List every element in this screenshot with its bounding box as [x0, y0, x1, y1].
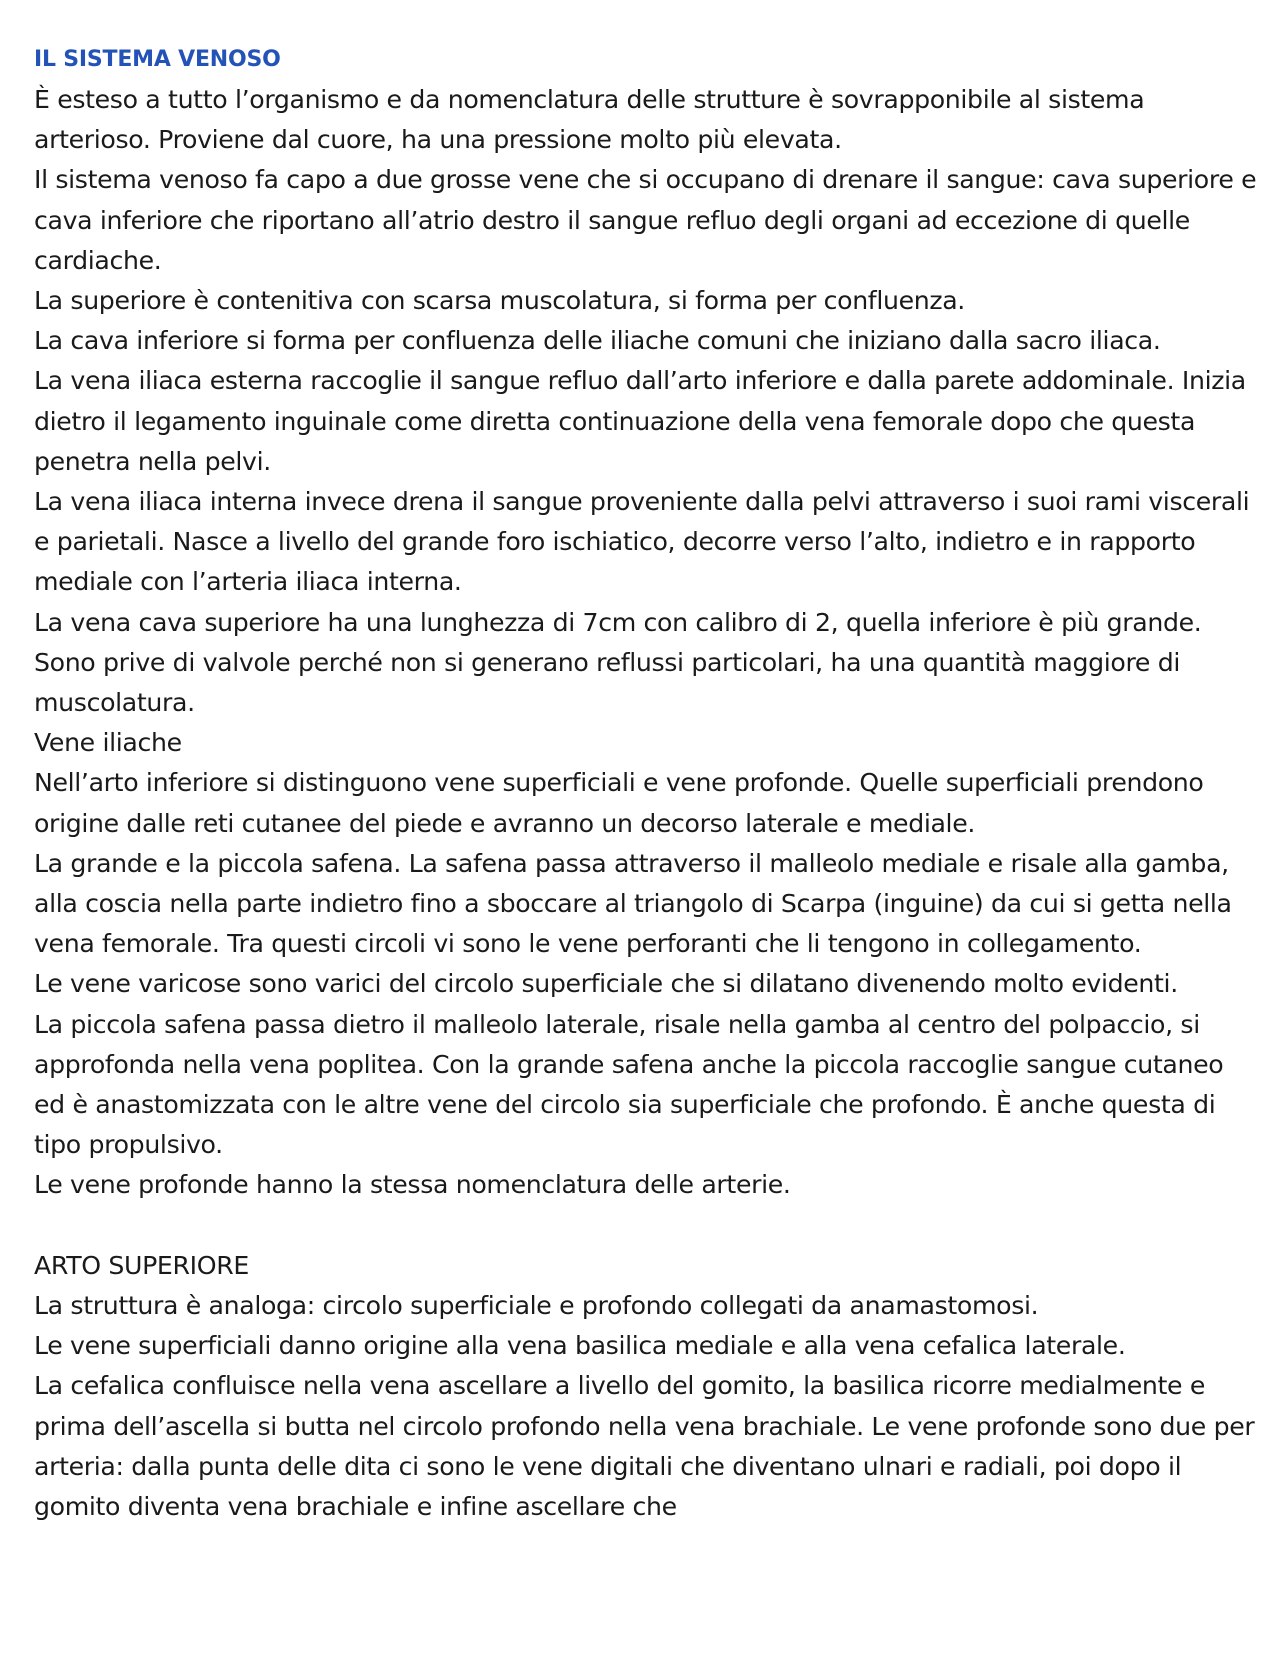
paragraph-internal-iliac: La vena iliaca interna invece drena il sangue proveniente dalla pelvi attraverso i suoi rami viscerali e parietali. Nasce a livello del grande foro ischiatico, decorre verso l’alto, indietro e in rapporto mediale con l’arteria iliaca interna. [34, 487, 1250, 597]
paragraph-varicose: Le vene varicose sono varici del circolo superficiale che si dilatano divenendo molto evidenti. [34, 969, 1178, 999]
page-title: IL SISTEMA VENOSO [34, 47, 281, 72]
paragraph-intro: È esteso a tutto l’organismo e da nomenclatura delle strutture è sovrapponibile al sistema arterioso. Proviene dal cuore, ha una pressione molto più elevata. [34, 85, 1145, 155]
paragraph-small-saphenous: La piccola safena passa dietro il malleolo laterale, risale nella gamba al centro del polpaccio, si approfonda nella vena poplitea. Con la grande safena anche la piccola raccoglie sangue cutaneo ed è anastomizzata con le altre vene del circolo sia superficiale che profondo. È anche questa di tipo propulsivo. [34, 1009, 1224, 1160]
document-page [34, 40, 1260, 1527]
paragraph-deep-veins: Le vene profonde hanno la stessa nomenclatura delle arterie. [34, 1170, 791, 1200]
paragraph-external-iliac: La vena iliaca esterna raccoglie il sangue refluo dall’arto inferiore e dalla parete addominale. Inizia dietro il legamento inguinale come diretta continuazione della vena femorale dopo che questa penetra nella pelvi. [34, 366, 1246, 476]
paragraph-upper-superficial: Le vene superficiali danno origine alla vena basilica mediale e alla vena cefalica laterale. [34, 1331, 1126, 1361]
paragraph-cava-size: La vena cava superiore ha una lunghezza di 7cm con calibro di 2, quella inferiore è più grande. Sono prive di valvole perché non si generano reflussi particolari, ha una quantità maggiore di muscolatura. [34, 607, 1202, 718]
paragraph-great-saphenous: La grande e la piccola safena. La safena passa attraverso il malleolo mediale e risale alla gamba, alla coscia nella parte indietro fino a sboccare al triangolo di Scarpa (inguine) da cui si getta nella vena femorale. Tra questi circoli vi sono le vene perforanti che li tengono in collegamento. [34, 848, 1232, 959]
section-heading-iliac-veins: Vene iliache [34, 728, 182, 758]
blank-line [34, 1206, 1260, 1246]
paragraph-lower-limb: Nell’arto inferiore si distinguono vene superficiali e vene profonde. Quelle superficiali prendono origine dalle reti cutanee del piede e avranno un decorso laterale e mediale. [34, 768, 1204, 838]
section-heading-upper-limb: ARTO SUPERIORE [34, 1250, 249, 1280]
paragraph-venous-system: Il sistema venoso fa capo a due grosse vene che si occupano di drenare il sangue: cava superiore e cava inferiore che riportano all’atrio destro il sangue refluo degli organi ad eccezione di quelle cardiache. [34, 165, 1257, 275]
paragraph-superior-cava: La superiore è contenitiva con scarsa muscolatura, si forma per confluenza. [34, 286, 965, 316]
paragraph-upper-structure: La struttura è analoga: circolo superficiale e profondo collegati da anamastomosi. [34, 1291, 1039, 1321]
paragraph-inferior-cava: La cava inferiore si forma per confluenza delle iliache comuni che iniziano dalla sacro iliaca. [34, 326, 1161, 356]
paragraph-cephalic-basilic: La cefalica confluisce nella vena ascellare a livello del gomito, la basilica ricorre medialmente e prima dell’ascella si butta nel circolo profondo nella vena brachiale. Le vene profonde sono due per arteria: dalla punta delle dita ci sono le vene digitali che diventano ulnari e radiali, poi dopo il gomito diventa vena brachiale e infine ascellare che [34, 1371, 1255, 1522]
